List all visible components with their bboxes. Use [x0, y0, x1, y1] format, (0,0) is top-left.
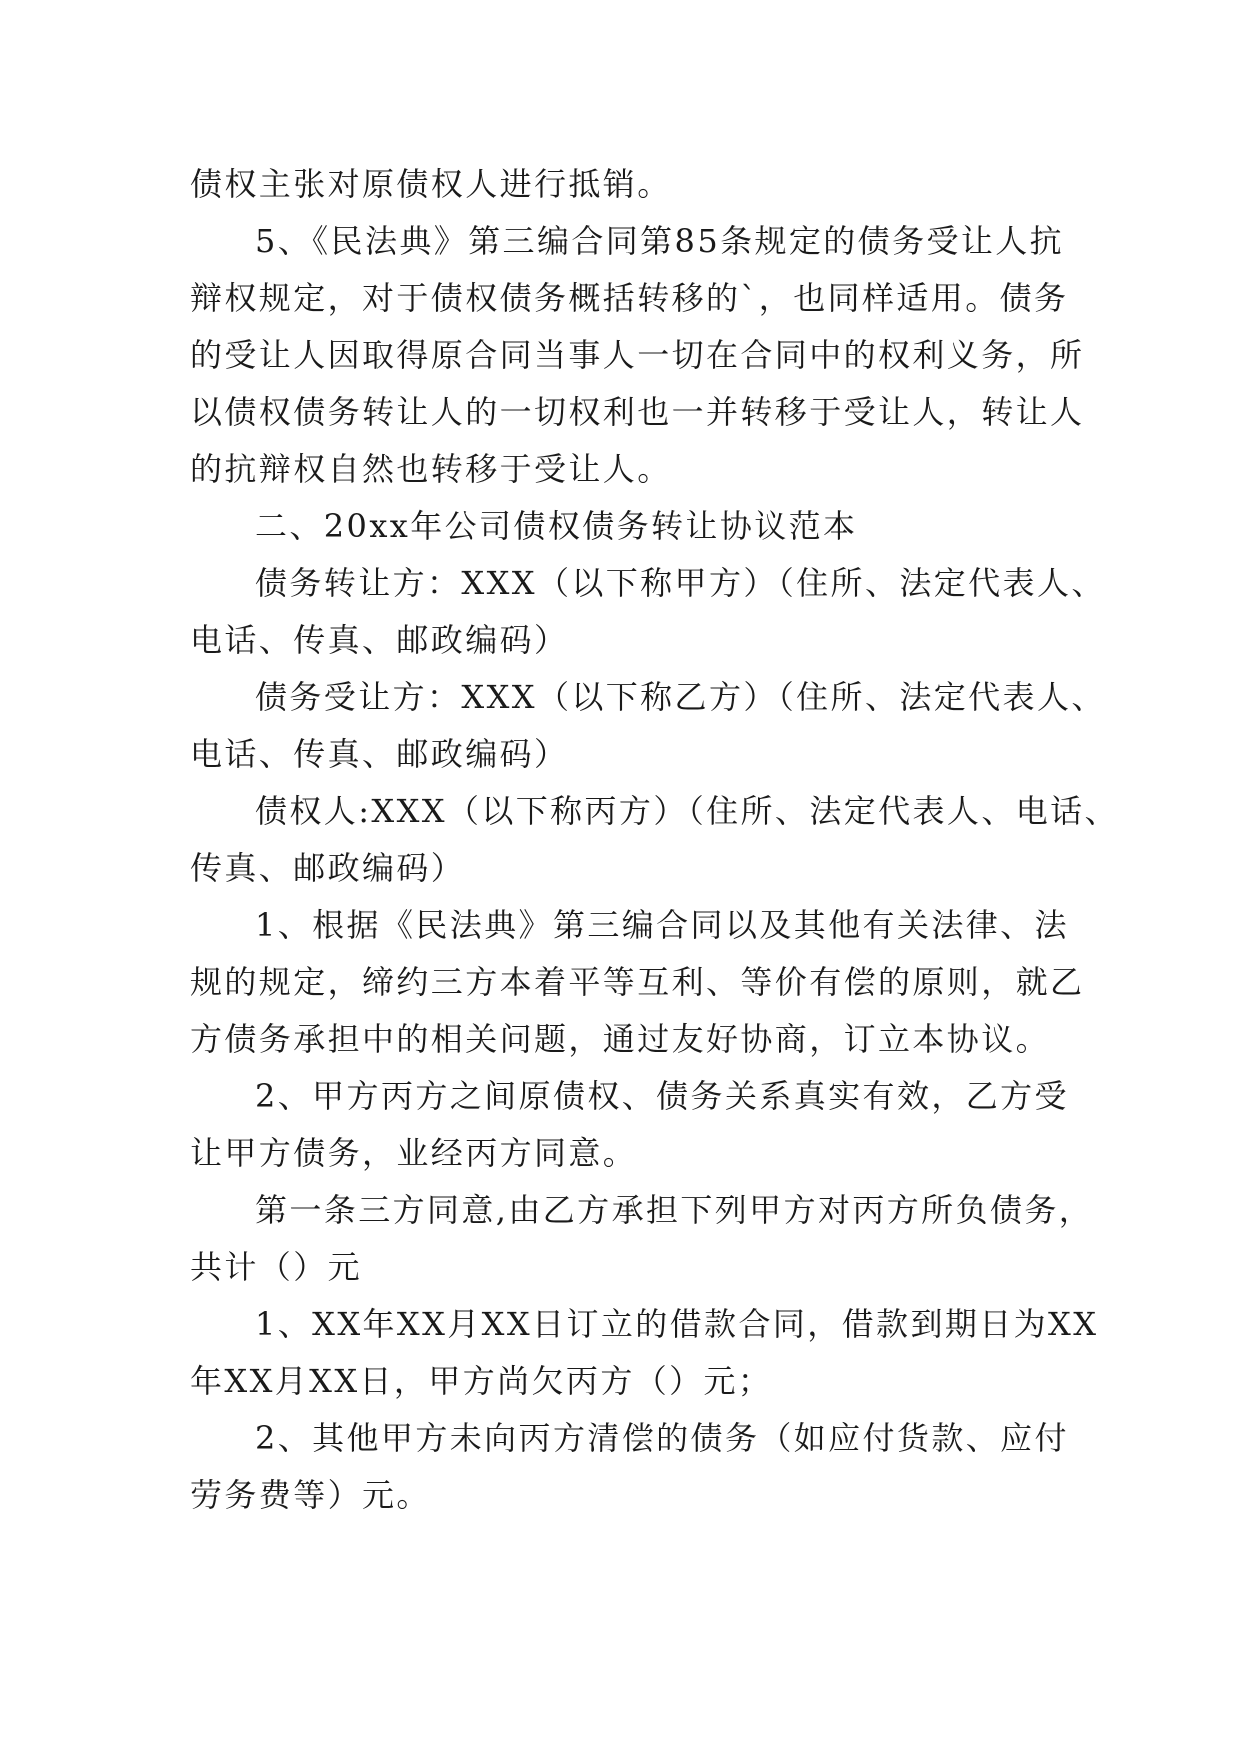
- text-line: 第一条三方同意,由乙方承担下列甲方对丙方所负债务，: [255, 1191, 1094, 1229]
- text-line: 债权主张对原债权人进行抵销。: [190, 165, 672, 203]
- text-line: 劳务费等）元。: [190, 1476, 431, 1514]
- section-heading: 二、20xx年公司债权债务转让协议范本: [255, 507, 858, 545]
- text-line: 共计（）元: [190, 1248, 363, 1286]
- text-line: 债权人:XXX（以下称丙方）（住所、法定代表人、电话、: [255, 792, 1119, 830]
- text-line: 以债权债务转让人的一切权利也一并转移于受让人，转让人: [190, 393, 1085, 431]
- text-line: 5、《民法典》第三编合同第85条规定的债务受让人抗: [255, 222, 1065, 260]
- text-line: 年XX月XX日，甲方尚欠丙方（）元；: [190, 1362, 773, 1400]
- text-line: 2、甲方丙方之间原债权、债务关系真实有效，乙方受: [255, 1077, 1069, 1115]
- text-line: 电话、传真、邮政编码）: [190, 621, 569, 659]
- text-line: 的抗辩权自然也转移于受让人。: [190, 450, 672, 488]
- text-line: 债务转让方：XXX（以下称甲方）（住所、法定代表人、: [255, 564, 1106, 602]
- text-line: 让甲方债务，业经丙方同意。: [190, 1134, 638, 1172]
- text-line: 债务受让方：XXX（以下称乙方）（住所、法定代表人、: [255, 678, 1106, 716]
- text-line: 规的规定，缔约三方本着平等互利、等价有偿的原则，就乙: [190, 963, 1085, 1001]
- text-line: 的受让人因取得原合同当事人一切在合同中的权利义务，所: [190, 336, 1085, 374]
- text-line: 1、根据《民法典》第三编合同以及其他有关法律、法: [255, 906, 1069, 944]
- text-line: 辩权规定，对于债权债务概括转移的`，也同样适用。债务: [190, 279, 1069, 317]
- text-line: 电话、传真、邮政编码）: [190, 735, 569, 773]
- text-line: 1、XX年XX月XX日订立的借款合同，借款到期日为XX: [255, 1305, 1099, 1343]
- text-line: 2、其他甲方未向丙方清偿的债务（如应付货款、应付: [255, 1419, 1069, 1457]
- text-line: 方债务承担中的相关问题，通过友好协商，订立本协议。: [190, 1020, 1051, 1058]
- text-line: 传真、邮政编码）: [190, 849, 466, 887]
